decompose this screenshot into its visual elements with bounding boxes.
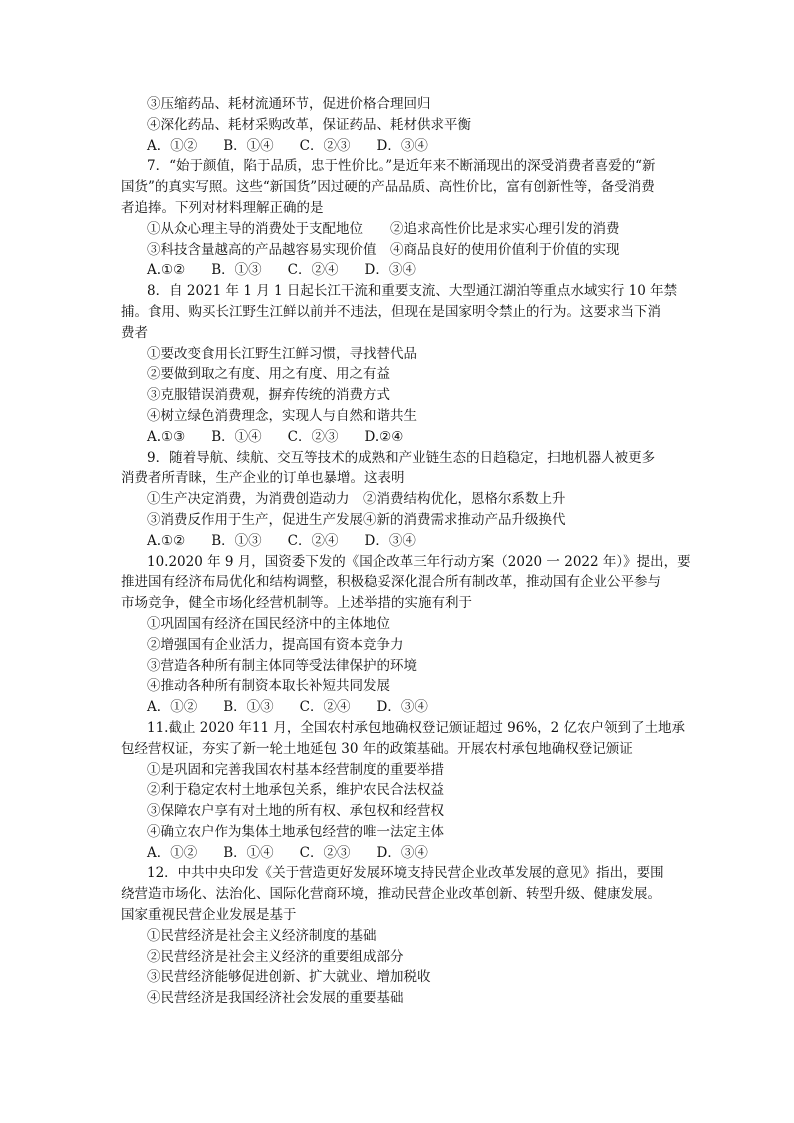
option-item: ③保障农户享有对土地的所有权、承包权和经营权 — [147, 803, 444, 820]
choice-a[interactable]: A．①② — [147, 699, 198, 716]
question-stem-line: 者追捧。下列对材料理解正确的是 — [121, 199, 324, 216]
choice-b[interactable]: B．①④ — [223, 137, 274, 154]
question-stem-line: 12．中共中央印发《关于营造更好发展环境支持民营企业改革发展的意见》指出，要围 — [147, 865, 664, 882]
question-stem-line: 8．自 2021 年 1 月 1 日起长江干流和重要支流、大型通江湖泊等重点水域实行 10 年禁 — [147, 283, 678, 300]
question-stem-line: 包经营权证，夯实了新一轮土地延包 30 年的政策基础。开展农村承包地确权登记颁证 — [121, 740, 633, 757]
question-stem-line: 消费者所青睐，生产企业的订单也暴增。这表明 — [121, 470, 405, 487]
question-stem-line: 费者 — [121, 324, 148, 341]
choice-b[interactable]: B．①③ — [211, 262, 262, 279]
option-item: ③压缩药品、耗材流通环节，促进价格合理回归 — [147, 96, 431, 112]
question-stem-line: 绕营造市场化、法治化、国际化营商环境，推动民营企业改革创新、转型升级、健康发展。 — [121, 886, 661, 903]
answer-choices — [121, 843, 681, 864]
question-stem-line: 国货”的真实写照。这些“新国货”因过硬的产品品质、高性价比，富有创新性等，备受消费 — [121, 179, 655, 196]
option-item: ③科技含量越高的产品越容易实现价值 ④商品良好的使用价值利于价值的实现 — [147, 241, 620, 258]
choice-c[interactable]: C．②③ — [299, 844, 351, 861]
question-block — [121, 156, 681, 281]
option-item: ②利于稳定农村土地承包关系，维护农民合法权益 — [147, 782, 444, 799]
question-stem-line: 9．随着导航、续航、交互等技术的成熟和产业链生态的日趋稳定，扫地机器人被更多 — [147, 449, 656, 466]
choice-d[interactable]: D.②④ — [364, 428, 404, 445]
option-item: ①生产决定消费，为消费创造动力 ②消费结构优化，恩格尔系数上升 — [147, 491, 566, 508]
question-list — [121, 156, 691, 1009]
question-block — [121, 448, 681, 552]
option-item: ③民营经济能够促进创新、扩大就业、增加税收 — [147, 969, 431, 986]
option-item: ③克服错误消费观，摒弃传统的消费方式 — [147, 387, 390, 404]
answer-choices — [121, 260, 681, 281]
choice-a[interactable]: A.①③ — [147, 428, 186, 445]
choice-c[interactable]: C．②④ — [287, 532, 339, 549]
question-stem-line: 国家重视民营企业发展是基于 — [121, 907, 297, 924]
question-block — [121, 552, 691, 718]
option-item: ④深化药品、耗材采购改革，保证药品、耗材供求平衡 — [147, 116, 471, 133]
question-block — [121, 281, 681, 447]
option-item: ③营造各种所有制主体同等受法律保护的环境 — [147, 657, 417, 674]
option-item: ②要做到取之有度、用之有度、用之有益 — [147, 366, 390, 383]
option-item: ④树立绿色消费理念，实现人与自然和谐共生 — [147, 407, 417, 424]
answer-choices — [121, 697, 681, 718]
option-item: ①是巩固和完善我国农村基本经营制度的重要举措 — [147, 761, 444, 778]
choice-b[interactable]: B．①③ — [223, 699, 274, 716]
answer-choices — [121, 427, 681, 448]
answer-choices — [121, 136, 681, 157]
choice-b[interactable]: B．①④ — [223, 844, 274, 861]
exam-page — [121, 94, 691, 1009]
choice-d[interactable]: D．③④ — [376, 137, 428, 154]
option-item: ②增强国有企业活力，提高国有资本竞争力 — [147, 636, 404, 653]
choice-c[interactable]: C．②④ — [299, 699, 351, 716]
choice-a[interactable]: A．①② — [147, 137, 198, 154]
choice-c[interactable]: C．②③ — [287, 428, 339, 445]
choice-a[interactable]: A．①② — [147, 844, 198, 861]
choice-d[interactable]: D．③④ — [376, 699, 428, 716]
choice-d[interactable]: D．③④ — [376, 844, 428, 861]
choice-a[interactable]: A.①② — [147, 532, 186, 549]
question-stem-line: 捕。食用、购买长江野生江鲜以前并不违法，但现在是国家明令禁止的行为。这要求当下消 — [121, 303, 661, 320]
question-block — [121, 863, 681, 1009]
option-item: ①巩固国有经济在国民经济中的主体地位 — [147, 615, 390, 632]
continued-question — [121, 94, 681, 156]
option-item: ②民营经济是社会主义经济的重要组成部分 — [147, 948, 404, 965]
option-item: ③消费反作用于生产，促进生产发展④新的消费需求推动产品升级换代 — [147, 511, 566, 528]
choice-b[interactable]: B．①③ — [211, 532, 262, 549]
question-stem-line: 市场竞争，健全市场化经营机制等。上述举措的实施有利于 — [121, 595, 472, 612]
question-stem-line: 7．“始于颜值，陷于品质，忠于性价比。”是近年来不断涌现出的深受消费者喜爱的“新 — [147, 158, 656, 175]
option-item: ①民营经济是社会主义经济制度的基础 — [147, 927, 377, 944]
option-item: ④民营经济是我国经济社会发展的重要基础 — [147, 990, 404, 1007]
choice-d[interactable]: D．③④ — [364, 532, 416, 549]
choice-b[interactable]: B．①④ — [211, 428, 262, 445]
question-stem-line: 推进国有经济布局优化和结构调整，积极稳妥深化混合所有制改革，推动国有企业公平参与 — [121, 574, 661, 591]
option-item: ④确立农户作为集体土地承包经营的唯一法定主体 — [147, 823, 444, 840]
choice-c[interactable]: C．②④ — [287, 262, 339, 279]
choice-c[interactable]: C．②③ — [299, 137, 351, 154]
option-item: ①要改变食用长江野生江鲜习惯，寻找替代品 — [147, 345, 417, 362]
question-stem-line: 10.2020 年 9 月，国资委下发的《国企改革三年行动方案（2020 一 2022 年）》提出，要 — [147, 553, 691, 570]
option-item: ①从众心理主导的消费处于支配地位 ②追求高性价比是求实心理引发的消费 — [147, 220, 620, 237]
choice-a[interactable]: A.①② — [147, 262, 186, 279]
question-stem-line: 11.截止 2020 年11 月，全国农村承包地确权登记颁证超过 96%，2 亿农户领到了土地承 — [147, 719, 686, 736]
question-block — [121, 718, 686, 864]
answer-choices — [121, 531, 681, 552]
choice-d[interactable]: D．③④ — [364, 262, 416, 279]
option-item: ④推动各种所有制资本取长补短共同发展 — [147, 678, 390, 695]
